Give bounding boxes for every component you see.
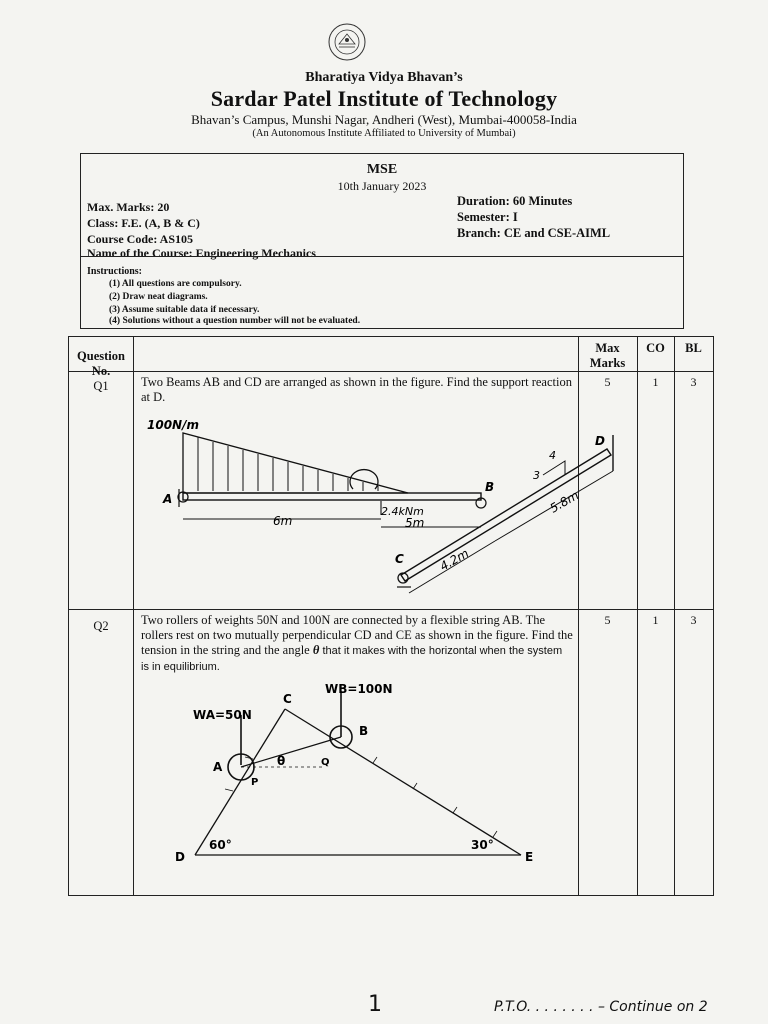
header-question-no: Question No.: [77, 349, 125, 378]
co-value: 1: [652, 375, 659, 389]
instruction-item: (2) Draw neat diagrams.: [109, 292, 208, 302]
header-divider: [81, 256, 683, 257]
dim-ab-label: 6m: [273, 514, 293, 528]
angle-d-label: 60°: [209, 838, 232, 852]
beam-figure: [143, 415, 605, 603]
bl-value: 3: [690, 613, 697, 627]
dim-moment-label: 5m: [405, 516, 425, 530]
page-number: 1: [368, 992, 382, 1017]
point-a-label: A: [163, 492, 173, 506]
branch: Branch: CE and CSE-AIML: [457, 226, 611, 240]
instruction-item: (1) All questions are compulsory.: [109, 279, 242, 289]
point-q-label: Q: [321, 757, 330, 768]
point-c-label: C: [283, 692, 292, 706]
bl-value: 3: [690, 375, 697, 389]
theta-symbol: θ: [312, 643, 320, 657]
point-d-label: D: [595, 434, 605, 448]
header-co: CO: [646, 341, 665, 355]
co-value: 1: [652, 613, 659, 627]
theta-label: θ: [277, 754, 286, 768]
rollers-figure: [173, 679, 553, 889]
instruction-item: (4) Solutions without a question number will not be evaluated.: [109, 316, 361, 326]
institute-address: Bhavan’s Campus, Munshi Nagar, Andheri (West), Mumbai-400058-India: [191, 112, 577, 127]
marks-value: 5: [604, 375, 611, 389]
weight-b-label: WB=100N: [325, 682, 393, 696]
continue-note: P.T.O. . . . . . . . – Continue on 2: [494, 999, 708, 1015]
course-code: Course Code: AS105: [87, 232, 194, 246]
dim-bd-label: 5.8m: [547, 488, 582, 516]
course-name: Name of the Course: Engineering Mechanics: [87, 246, 316, 260]
load-label: 100N/m: [147, 418, 199, 432]
question-text-main: Two rollers of weights 50N and 100N are connected by a flexible string AB. The rollers rest on two mutually perpendicular CD and CE as shown in the figure. Find the tension in the string and the angle: [141, 613, 573, 657]
question-text: Two Beams AB and CD are arranged as shown in the figure. Find the support reaction at D.: [141, 375, 572, 404]
duration: Duration: 60 Minutes: [457, 194, 573, 208]
instruction-item: (3) Assume suitable data if necessary.: [109, 305, 260, 315]
dim-cb-label: 4.2m: [437, 546, 472, 574]
class-info: Class: F.E. (A, B & C): [87, 216, 200, 230]
institute-affiliation: (An Autonomous Institute Affiliated to University of Mumbai): [252, 128, 516, 139]
instructions-heading: Instructions:: [87, 266, 143, 277]
weight-a-label: WA=50N: [193, 708, 252, 722]
institute-seal-logo: [327, 22, 367, 62]
exam-date: 10th January 2023: [337, 179, 427, 193]
point-b-label: B: [485, 480, 495, 494]
institute-name: Sardar Patel Institute of Technology: [210, 86, 558, 111]
header-bl: BL: [685, 341, 702, 355]
point-a-label: A: [213, 760, 223, 774]
point-b-label: B: [359, 724, 369, 738]
exam-header-box: [80, 153, 684, 329]
slope-rise-label: 3: [533, 469, 540, 482]
exam-title: MSE: [366, 162, 398, 177]
header-max-marks: Max Marks: [589, 341, 626, 370]
moment-label: 2.4kNm: [381, 505, 424, 518]
slope-run-label: 4: [549, 449, 556, 462]
organization-name: Bharatiya Vidya Bhavan’s: [305, 70, 463, 85]
marks-value: 5: [604, 613, 611, 627]
semester: Semester: I: [457, 210, 518, 224]
point-p-label: P: [251, 777, 259, 788]
point-c-label: C: [395, 552, 404, 566]
angle-e-label: 30°: [471, 838, 494, 852]
question-table: [68, 336, 714, 896]
max-marks: Max. Marks: 20: [87, 200, 170, 214]
question-text: [141, 613, 573, 675]
point-e-label: E: [525, 850, 534, 864]
question-text-tail: that it makes with the horizontal when the system is in equilibrium.: [141, 645, 563, 673]
point-d-label: D: [175, 850, 185, 864]
question-number: Q1: [93, 379, 109, 393]
question-number: Q2: [93, 619, 109, 633]
